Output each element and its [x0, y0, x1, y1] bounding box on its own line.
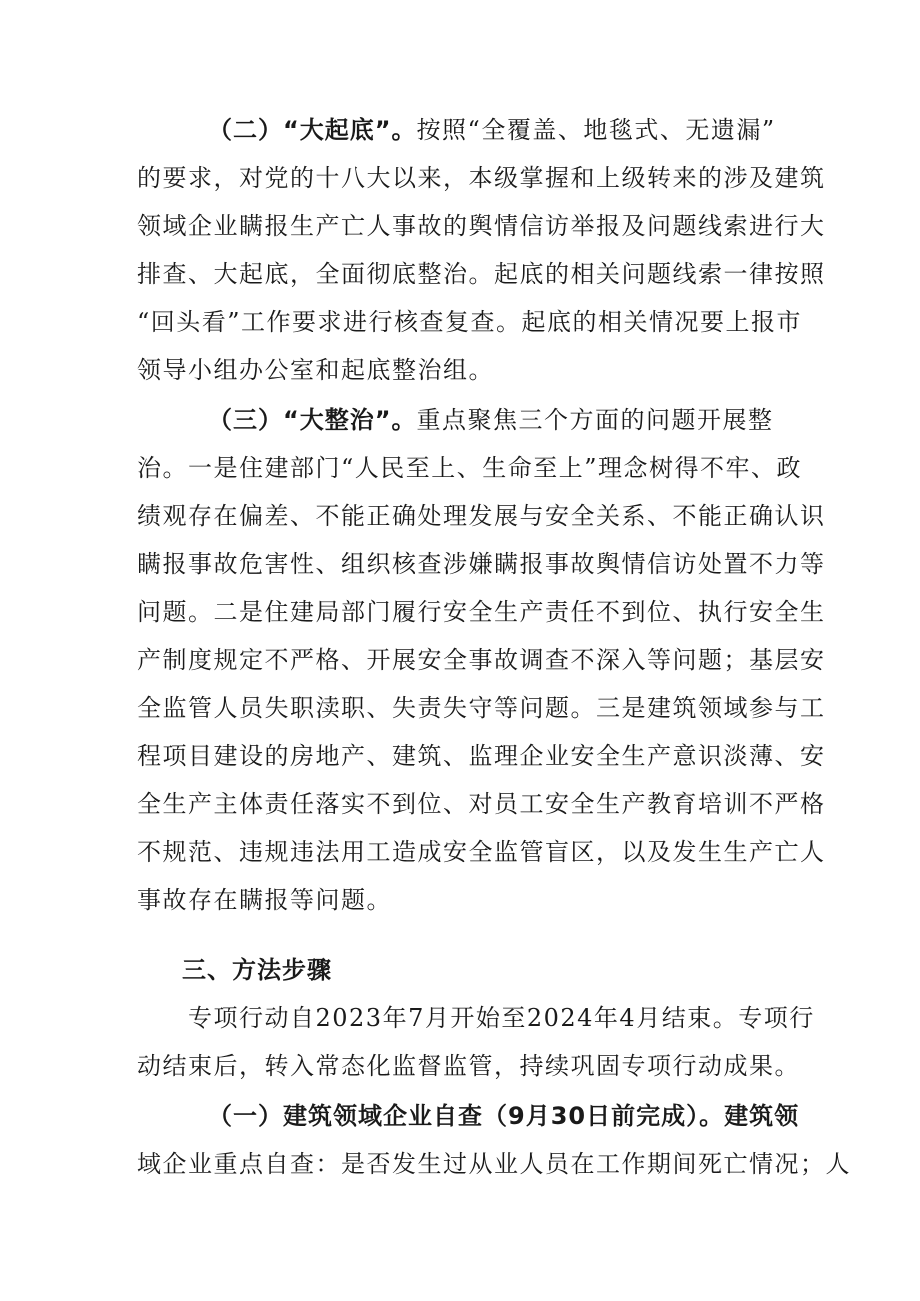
paragraph-text: 按照“全覆盖、地毯式、无遗漏”	[416, 116, 776, 144]
paragraph-line: 绩观存在偏差、不能正确处理发展与安全关系、不能正确认识	[137, 502, 826, 530]
paragraph-line: 排查、大起底，全面彻底整治。起底的相关问题线索一律按照	[137, 260, 826, 288]
paragraph-line	[208, 405, 774, 435]
paragraph-heading: （二）“大起底”。	[208, 116, 417, 144]
paragraph-heading: （一）建筑领域企业自查（9月30日前完成）。建筑领	[208, 1102, 800, 1130]
paragraph-line: 治。一是住建部门“人民至上、生命至上”理念树得不牢、政	[137, 454, 803, 482]
paragraph-line: 域企业重点自查：是否发生过从业人员在工作期间死亡情况；人	[137, 1150, 851, 1178]
paragraph-line: 事故存在瞒报等问题。	[137, 886, 392, 914]
paragraph-heading: （三）“大整治”。	[208, 406, 417, 434]
paragraph-line: 问题。二是住建局部门履行安全生产责任不到位、执行安全生	[137, 598, 826, 626]
paragraph-line: 领域企业瞒报生产亡人事故的舆情信访举报及问题线索进行大	[137, 212, 826, 240]
paragraph-line: 不规范、违规违法用工造成安全监管盲区，以及发生生产亡人	[137, 838, 826, 866]
paragraph-line: 动结束后，转入常态化监督监管，持续巩固专项行动成果。	[137, 1052, 800, 1080]
paragraph-line: 的要求，对党的十八大以来，本级掌握和上级转来的涉及建筑	[137, 164, 826, 192]
paragraph-line	[208, 115, 776, 145]
paragraph-line: 全监管人员失职渎职、失责失守等问题。三是建筑领域参与工	[137, 694, 826, 722]
paragraph-text: 重点聚焦三个方面的问题开展整	[416, 406, 774, 434]
section-title: 三、方法步骤	[182, 956, 332, 984]
paragraph-line: 全生产主体责任落实不到位、对员工安全生产教育培训不严格	[137, 790, 826, 818]
paragraph-line: 领导小组办公室和起底整治组。	[137, 356, 494, 384]
paragraph-line: 产制度规定不严格、开展安全事故调查不深入等问题；基层安	[137, 646, 826, 674]
paragraph-line: 专项行动自2023年7月开始至2024年4月结束。专项行	[188, 1004, 815, 1032]
paragraph-line: 程项目建设的房地产、建筑、监理企业安全生产意识淡薄、安	[137, 742, 826, 770]
paragraph-line: “回头看”工作要求进行核查复查。起底的相关情况要上报市	[137, 308, 803, 336]
paragraph-line: 瞒报事故危害性、组织核查涉嫌瞒报事故舆情信访处置不力等	[137, 550, 826, 578]
